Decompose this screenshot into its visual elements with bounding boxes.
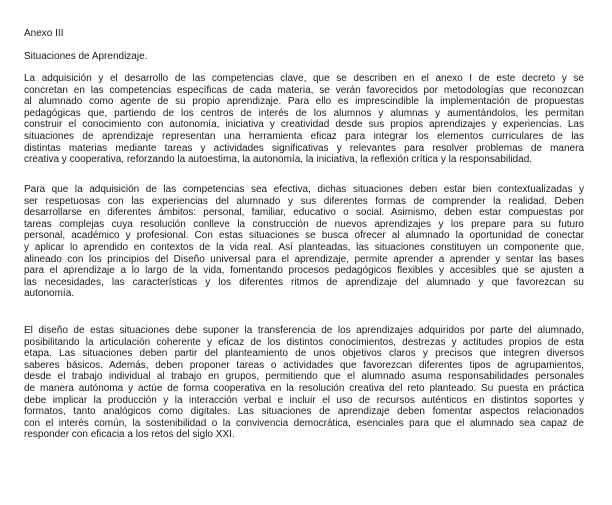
paragraph-line: pedagógicas que, partiendo de los centros de interés de los alumnos y alumnas y aumentándolos, les permitan xyxy=(24,107,584,119)
paragraph-line: para el aprendizaje a lo largo de la vida, fomentando procesos pedagógicos flexibles y accesibles que se ajusten a xyxy=(24,265,584,277)
paragraph-line: desde el trabajo individual al trabajo en grupos, permitiendo que el alumnado asuma responsabilidades personales xyxy=(24,371,584,383)
paragraph-line: debe implicar la producción y la interacción verbal e incluir el uso de recursos auténticos en distintos soportes y xyxy=(24,394,584,406)
paragraph-line: autonomía. xyxy=(24,288,75,300)
paragraph-line: ser respetuosas con las experiencias del alumnado y sus diferentes formas de comprender la realidad. Deben xyxy=(24,195,584,207)
paragraph-line: y aplicar lo aprendido en contextos de la vida real. Así planteadas, las situaciones constituyen un componente que, xyxy=(24,241,584,253)
paragraph-line: personal, académico y profesional. Con estas situaciones se busca ofrecer al alumnado la oportunidad de conectar xyxy=(24,230,584,242)
paragraph-line: tareas complejas cuya resolución conlleve la construcción de nuevos aprendizajes y los prepare para su futuro xyxy=(24,218,584,230)
paragraph-line: concretan en las competencias específicas de cada materia, se verán favorecidos por metodologías que reconozcan xyxy=(24,84,584,96)
paragraph-line: distintas materias mediante tareas y actividades significativas y relevantes para resolver problemas de manera xyxy=(24,142,584,154)
paragraph-line: Para que la adquisición de las competencias sea efectiva, dichas situaciones deben estar bien contextualizadas y xyxy=(24,184,584,195)
paragraph-2 xyxy=(24,184,584,300)
paragraph-line: las necesidades, las características y los diferentes ritmos de aprendizaje del alumnado y que favorezcan su xyxy=(24,276,584,288)
paragraph-1 xyxy=(24,73,584,166)
paragraph-line: al alumnado como agente de su propio aprendizaje. Para ello es imprescindible la implementación de propuestas xyxy=(24,96,584,108)
paragraph-line: de manera autónoma y actúe de forma cooperativa en la resolución creativa del reto planteado. Su puesta en práctica xyxy=(24,382,584,394)
paragraph-line: creativa y cooperativa, reforzando la autoestima, la autonomía, la iniciativa, la reflexión crítica y la responsabilidad. xyxy=(24,154,533,166)
paragraph-line: con el interés común, la sostenibilidad o la convivencia democrática, esenciales para que el alumnado sea capaz de xyxy=(24,417,584,429)
paragraph-line: El diseño de estas situaciones debe suponer la transferencia de los aprendizajes adquiridos por parte del alumnado, xyxy=(24,325,584,336)
paragraph-line: situaciones de aprendizaje representan una herramienta eficaz para integrar los elementos curriculares de las xyxy=(24,130,584,142)
paragraph-line: La adquisición y el desarrollo de las competencias clave, que se describen en el anexo I de este decreto y se xyxy=(24,73,584,84)
annex-title: Anexo III xyxy=(24,28,64,39)
paragraph-line: construir el conocimiento con autonomía, iniciativa y creatividad desde sus propios aprendizajes y experiencias. Las xyxy=(24,119,584,131)
paragraph-line: saberes básicos. Además, deben proponer tareas o actividades que favorezcan diferentes tipos de agrupamientos, xyxy=(24,359,584,371)
section-title: Situaciones de Aprendizaje. xyxy=(24,51,148,62)
paragraph-line: formatos, tanto analógicos como digitales. Las situaciones de aprendizaje deben fomentar aspectos relacionados xyxy=(24,406,584,418)
paragraph-3 xyxy=(24,325,584,441)
paragraph-line: etapa. Las situaciones deben partir del planteamiento de unos objetivos claros y precisos que integren diversos xyxy=(24,348,584,360)
paragraph-line: alineado con los principios del Diseño universal para el aprendizaje, permite aprender a aprender y sentar las bases xyxy=(24,253,584,265)
paragraph-line: posibilitando la articulación coherente y eficaz de los distintos conocimientos, destrezas y actitudes propios de esta xyxy=(24,336,584,348)
paragraph-line: responder con eficacia a los retos del siglo XXI. xyxy=(24,429,235,441)
paragraph-line: desarrollarse en diferentes ámbitos: personal, familiar, educativo o social. Asimismo, deben estar compuestas por xyxy=(24,207,584,219)
